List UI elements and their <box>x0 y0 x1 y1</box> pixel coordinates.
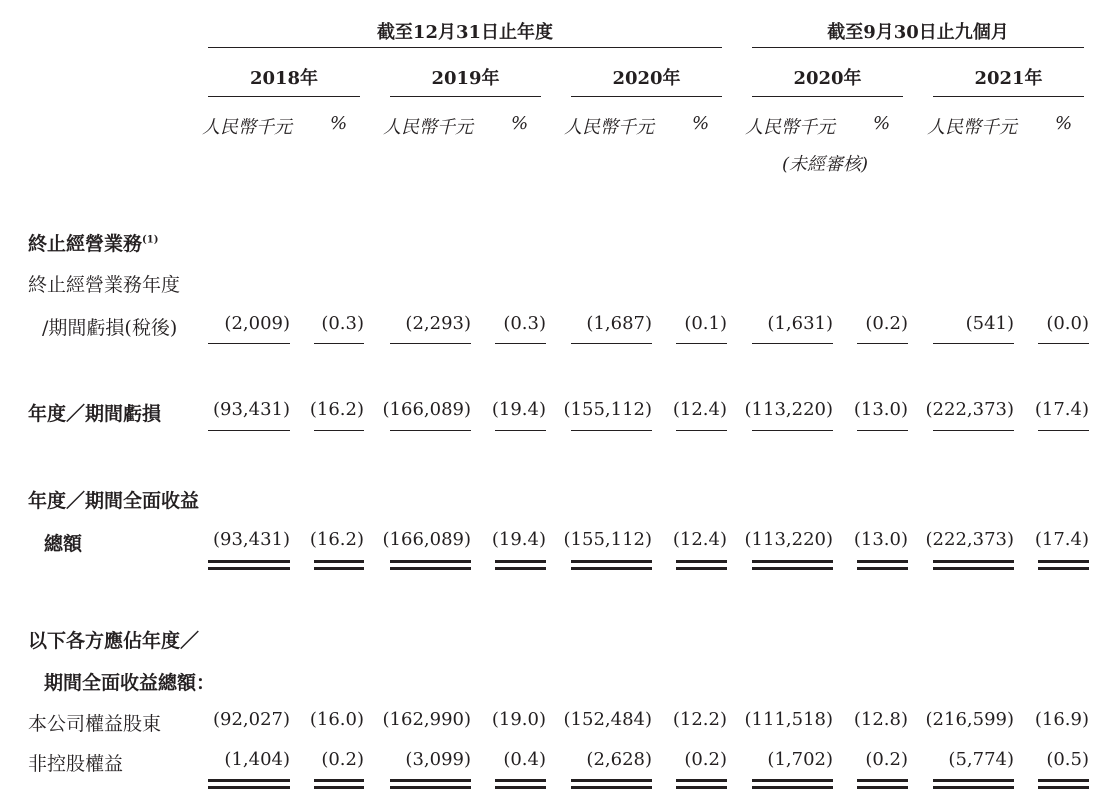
value-owners-col7: (111,518) <box>744 709 833 730</box>
unit-rmb-2021-nine-months: 人民幣千元 <box>927 117 1017 138</box>
header-group-full-year: 截至12月31日止年度 <box>376 22 554 43</box>
value-nci-col8: (0.2) <box>865 749 908 770</box>
header-year-2020-rule <box>571 96 722 97</box>
value-total-comprehensive-col5: (155,112) <box>563 529 652 550</box>
value-nci-col2: (0.2) <box>321 749 364 770</box>
value-discontinued-col8: (0.2) <box>865 313 908 334</box>
underline-loss-col3 <box>390 430 471 431</box>
double-underline-nci-col5 <box>571 779 652 789</box>
double-underline-nci-col6 <box>676 779 727 789</box>
double-underline-nci-col9 <box>933 779 1014 789</box>
value-loss-col9: (222,373) <box>925 399 1014 420</box>
header-group-nine-months-rule <box>752 47 1084 48</box>
header-year-2021-nine-months-rule <box>933 96 1084 97</box>
value-discontinued-col2: (0.3) <box>321 313 364 334</box>
underline-loss-col2 <box>314 430 364 431</box>
header-year-2018: 2018年 <box>249 68 319 89</box>
underline-discontinued-col10 <box>1038 343 1089 344</box>
value-total-comprehensive-col10: (17.4) <box>1034 529 1089 550</box>
value-total-comprehensive-col7: (113,220) <box>744 529 833 550</box>
value-owners-col8: (12.8) <box>853 709 908 730</box>
unit-pct-2018: % <box>330 113 348 134</box>
double-underline-nci-col1 <box>208 779 290 789</box>
unit-rmb-2019: 人民幣千元 <box>383 117 473 138</box>
double-underline-total-comprehensive-col9 <box>933 560 1014 570</box>
double-underline-total-comprehensive-col6 <box>676 560 727 570</box>
header-group-nine-months: 截至9月30日止九個月 <box>827 22 1009 43</box>
label-non-controlling-interests: 非控股權益 <box>28 753 124 775</box>
double-underline-nci-col4 <box>495 779 546 789</box>
label-discontinued-operations <box>28 229 158 256</box>
underline-discontinued-col2 <box>314 343 364 344</box>
unit-rmb-2018: 人民幣千元 <box>202 117 292 138</box>
double-underline-nci-col10 <box>1038 779 1089 789</box>
double-underline-total-comprehensive-col2 <box>314 560 364 570</box>
value-total-comprehensive-col4: (19.4) <box>491 529 546 550</box>
value-loss-col2: (16.2) <box>309 399 364 420</box>
value-nci-col10: (0.5) <box>1046 749 1089 770</box>
value-loss-col6: (12.4) <box>672 399 727 420</box>
underline-discontinued-col8 <box>857 343 908 344</box>
unit-pct-2020-nine-months: % <box>873 113 891 134</box>
unaudited-note: (未經審核) <box>782 154 869 175</box>
value-nci-col5: (2,628) <box>586 749 652 770</box>
value-owners-col4: (19.0) <box>491 709 546 730</box>
value-total-comprehensive-col6: (12.4) <box>672 529 727 550</box>
value-discontinued-col1: (2,009) <box>224 313 290 334</box>
header-year-2020-nine-months-rule <box>752 96 903 97</box>
value-loss-col3: (166,089) <box>382 399 471 420</box>
underline-discontinued-col7 <box>752 343 833 344</box>
label-discontinued-loss-line2: /期間虧損(稅後) <box>42 317 178 339</box>
header-year-2020-nine-months: 2020年 <box>793 68 862 89</box>
label-total-comprehensive-line2: 總額 <box>44 533 83 555</box>
value-owners-col3: (162,990) <box>382 709 471 730</box>
header-group-full-year-rule <box>208 47 722 48</box>
value-discontinued-col10: (0.0) <box>1046 313 1089 334</box>
double-underline-nci-col8 <box>857 779 908 789</box>
header-year-2018-rule <box>208 96 360 97</box>
value-owners-col10: (16.9) <box>1034 709 1089 730</box>
value-nci-col9: (5,774) <box>948 749 1014 770</box>
double-underline-total-comprehensive-col3 <box>390 560 471 570</box>
double-underline-total-comprehensive-col1 <box>208 560 290 570</box>
value-nci-col4: (0.4) <box>503 749 546 770</box>
underline-loss-col7 <box>752 430 833 431</box>
value-owners-col9: (216,599) <box>925 709 1014 730</box>
value-owners-col1: (92,027) <box>212 709 290 730</box>
double-underline-total-comprehensive-col8 <box>857 560 908 570</box>
underline-discontinued-col3 <box>390 343 471 344</box>
value-owners-col2: (16.0) <box>309 709 364 730</box>
value-total-comprehensive-col1: (93,431) <box>212 529 290 550</box>
value-loss-col7: (113,220) <box>744 399 833 420</box>
value-owners-col5: (152,484) <box>563 709 652 730</box>
underline-loss-col5 <box>571 430 652 431</box>
label-discontinued-operations-text: 終止經營業務 <box>28 233 143 255</box>
underline-discontinued-col9 <box>933 343 1014 344</box>
value-discontinued-col7: (1,631) <box>767 313 833 334</box>
value-total-comprehensive-col3: (166,089) <box>382 529 471 550</box>
label-attributable-line2: 期間全面收益總額： <box>44 672 216 694</box>
double-underline-total-comprehensive-col10 <box>1038 560 1089 570</box>
label-total-comprehensive-line1: 年度／期間全面收益 <box>28 490 200 512</box>
value-loss-col8: (13.0) <box>853 399 908 420</box>
double-underline-total-comprehensive-col4 <box>495 560 546 570</box>
unit-rmb-2020-nine-months: 人民幣千元 <box>745 117 835 138</box>
underline-loss-col9 <box>933 430 1014 431</box>
value-loss-col5: (155,112) <box>563 399 652 420</box>
value-owners-col6: (12.2) <box>672 709 727 730</box>
label-owners-of-company: 本公司權益股東 <box>28 713 162 735</box>
header-year-2019: 2019年 <box>431 68 500 89</box>
underline-loss-col10 <box>1038 430 1089 431</box>
unit-pct-2021-nine-months: % <box>1055 113 1073 134</box>
header-year-2019-rule <box>390 96 541 97</box>
unit-pct-2019: % <box>511 113 529 134</box>
double-underline-nci-col7 <box>752 779 833 789</box>
underline-discontinued-col1 <box>208 343 290 344</box>
underline-discontinued-col6 <box>676 343 727 344</box>
value-discontinued-col5: (1,687) <box>586 313 652 334</box>
underline-discontinued-col5 <box>571 343 652 344</box>
double-underline-nci-col2 <box>314 779 364 789</box>
underline-loss-col6 <box>676 430 727 431</box>
value-total-comprehensive-col8: (13.0) <box>853 529 908 550</box>
value-total-comprehensive-col2: (16.2) <box>309 529 364 550</box>
footnote-marker: (1) <box>142 234 159 246</box>
double-underline-total-comprehensive-col5 <box>571 560 652 570</box>
underline-loss-col4 <box>495 430 546 431</box>
value-discontinued-col4: (0.3) <box>503 313 546 334</box>
underline-discontinued-col4 <box>495 343 546 344</box>
header-year-2021-nine-months: 2021年 <box>974 68 1043 89</box>
unit-pct-2020: % <box>692 113 710 134</box>
label-attributable-line1: 以下各方應佔年度／ <box>28 630 200 652</box>
value-discontinued-col9: (541) <box>965 313 1014 334</box>
value-nci-col6: (0.2) <box>684 749 727 770</box>
label-loss-for-period: 年度／期間虧損 <box>28 403 162 425</box>
value-total-comprehensive-col9: (222,373) <box>925 529 1014 550</box>
value-loss-col10: (17.4) <box>1034 399 1089 420</box>
value-nci-col7: (1,702) <box>767 749 833 770</box>
value-discontinued-col3: (2,293) <box>405 313 471 334</box>
value-discontinued-col6: (0.1) <box>684 313 727 334</box>
double-underline-total-comprehensive-col7 <box>752 560 833 570</box>
value-loss-col4: (19.4) <box>491 399 546 420</box>
header-year-2020: 2020年 <box>612 68 681 89</box>
unit-rmb-2020: 人民幣千元 <box>564 117 654 138</box>
label-discontinued-loss-line1: 終止經營業務年度 <box>28 274 181 296</box>
value-nci-col1: (1,404) <box>224 749 290 770</box>
value-nci-col3: (3,099) <box>405 749 471 770</box>
double-underline-nci-col3 <box>390 779 471 789</box>
underline-loss-col8 <box>857 430 908 431</box>
underline-loss-col1 <box>208 430 290 431</box>
value-loss-col1: (93,431) <box>212 399 290 420</box>
